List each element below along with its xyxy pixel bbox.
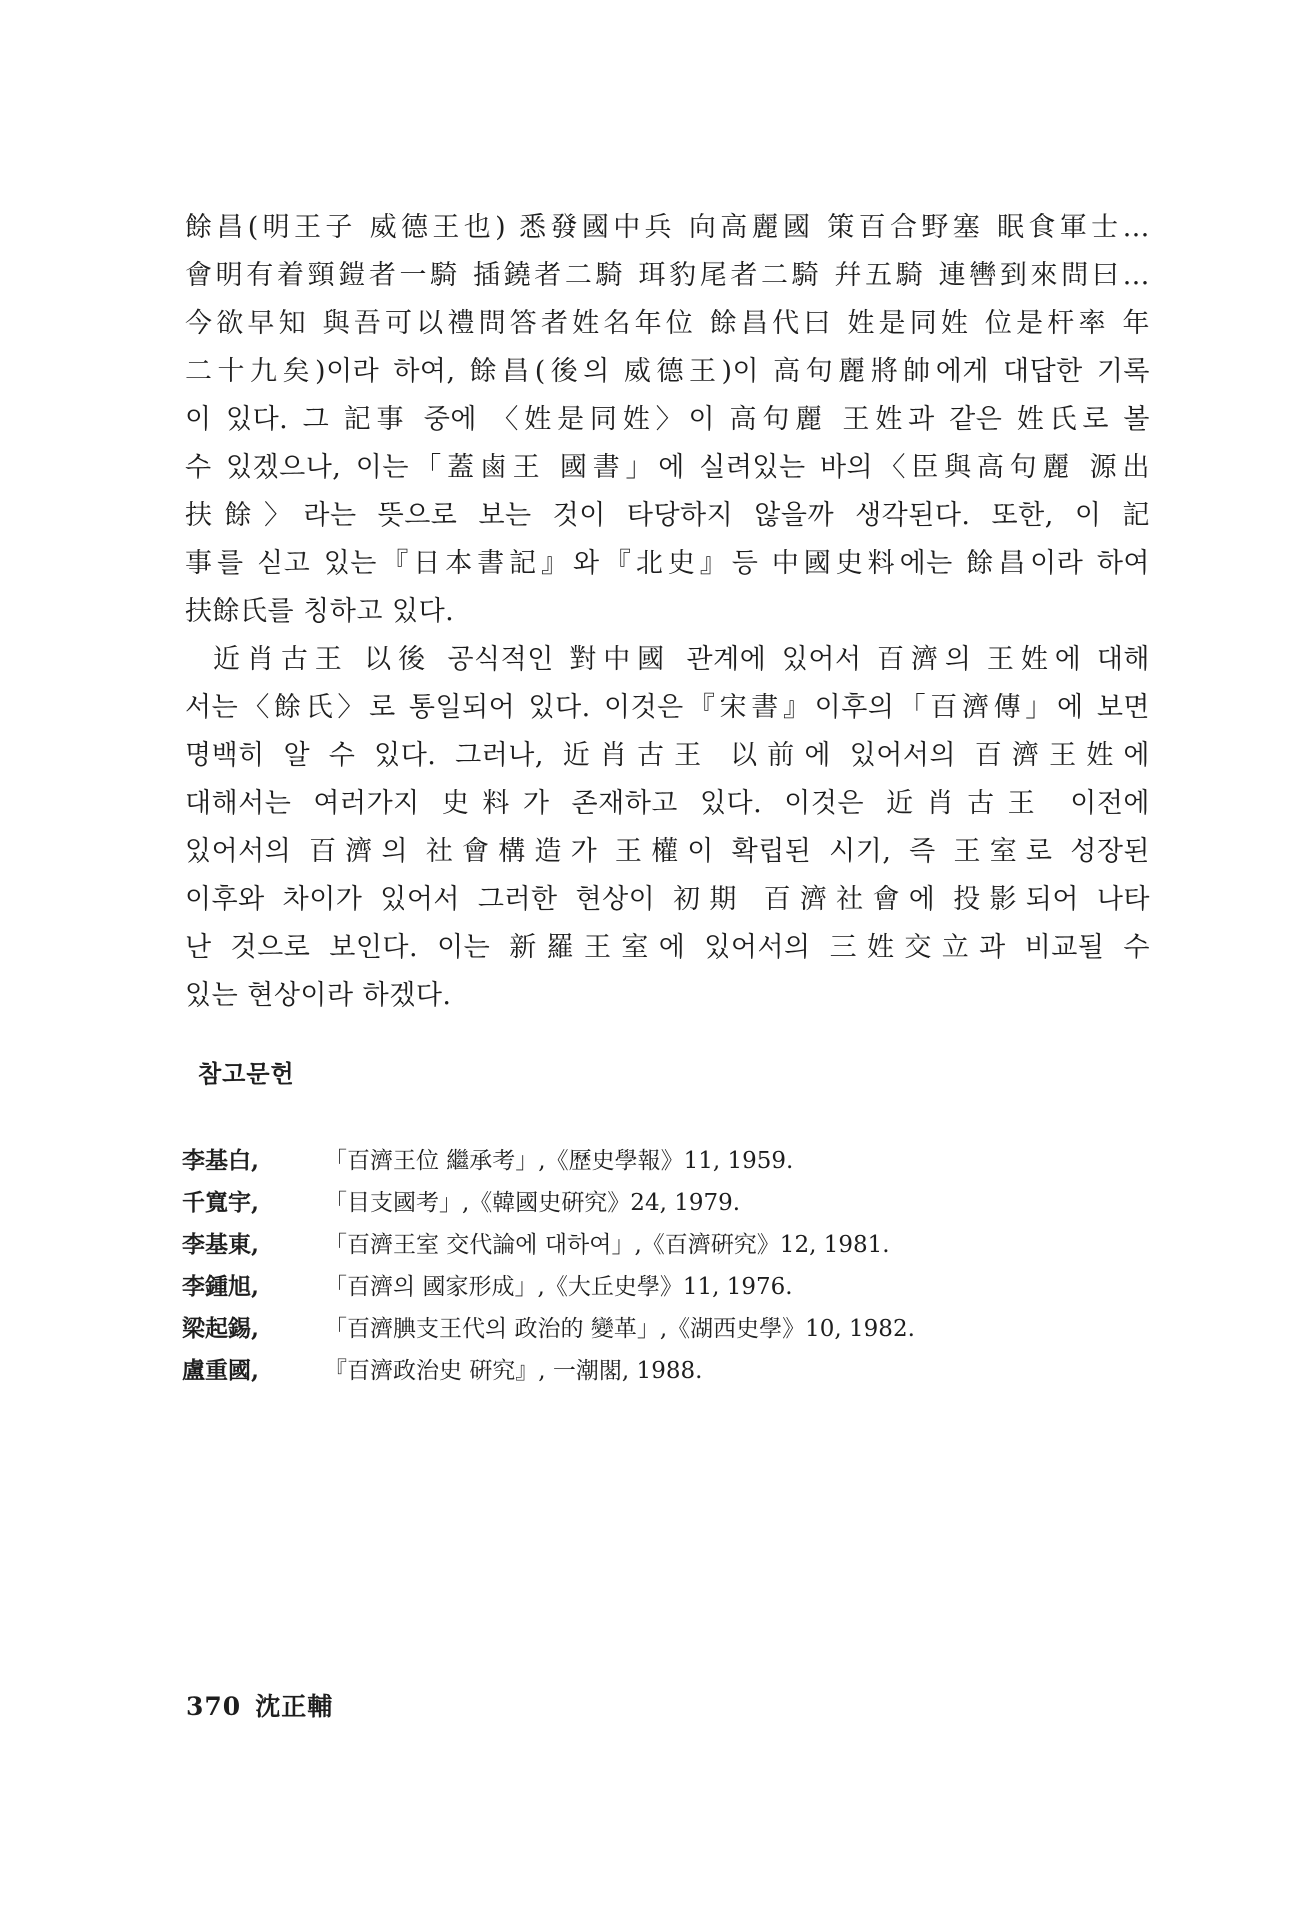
reference-citation: 「百濟의 國家形成」,《大丘史學》11, 1976. — [324, 1274, 793, 1300]
text-line-16: 난 것으로 보인다. 이는 新羅王室에 있어서의 三姓交立과 비교될 수 — [185, 932, 1150, 963]
reference-citation: 『百濟政治史 硏究』, 一潮閣, 1988. — [324, 1358, 703, 1384]
text-line-1: 餘昌(明王子 威德王也) 悉發國中兵 向高麗國 策百合野塞 眠食軍士… — [185, 212, 1150, 243]
text-line-12: 명백히 알 수 있다. 그러나, 近肖古王 以前에 있어서의 百濟王姓에 — [185, 740, 1150, 771]
page-number: 370 — [186, 1692, 242, 1721]
text-line-15: 이후와 차이가 있어서 그러한 현상이 初期 百濟社會에 投影되어 나타 — [185, 884, 1150, 915]
text-line-4: 二十九矣)이라 하여, 餘昌(後의 威德王)이 高句麗將帥에게 대답한 기록 — [185, 356, 1150, 387]
references-heading: 참고문헌 — [198, 1059, 295, 1088]
reference-citation: 「百濟腆支王代의 政治的 變革」,《湖西史學》10, 1982. — [324, 1316, 915, 1342]
reference-author: 千寬宇, — [182, 1189, 260, 1216]
text-line-2: 會明有着頸鎧者一騎 插鐃者二騎 珥豹尾者二騎 幷五騎 連轡到來問曰… — [185, 260, 1150, 291]
reference-item — [182, 1266, 1082, 1308]
reference-author: 盧重國, — [182, 1357, 260, 1384]
body-text — [185, 204, 1150, 1020]
reference-author: 梁起錫, — [182, 1315, 260, 1342]
text-line-5: 이 있다. 그 記事 중에 〈姓是同姓〉이 高句麗 王姓과 같은 姓氏로 볼 — [185, 404, 1150, 435]
reference-citation: 「百濟王位 繼承考」,《歷史學報》11, 1959. — [324, 1148, 794, 1174]
reference-citation: 「目支國考」,《韓國史硏究》24, 1979. — [324, 1190, 741, 1216]
reference-author: 李基東, — [182, 1231, 260, 1258]
text-line-11: 서는〈餘氏〉로 통일되어 있다. 이것은『宋書』이후의「百濟傳」에 보면 — [185, 692, 1150, 723]
text-line-10: 近肖古王 以後 공식적인 對中國 관계에 있어서 百濟의 王姓에 대해 — [213, 644, 1150, 675]
page-footer — [186, 1687, 333, 1723]
text-line-14: 있어서의 百濟의 社會構造가 王權이 확립된 시기, 즉 王室로 성장된 — [185, 836, 1150, 867]
text-line-13: 대해서는 여러가지 史料가 존재하고 있다. 이것은 近肖古王 이전에 — [185, 788, 1150, 819]
text-line-8: 事를 싣고 있는『日本書記』와『北史』등 中國史料에는 餘昌이라 하여 — [185, 548, 1150, 579]
text-line-17: 있는 현상이라 하겠다. — [185, 980, 452, 1011]
text-line-9: 扶餘氏를 칭하고 있다. — [185, 596, 455, 627]
reference-item — [182, 1182, 1082, 1224]
reference-item — [182, 1350, 1082, 1392]
reference-item — [182, 1224, 1082, 1266]
reference-item — [182, 1140, 1082, 1182]
text-line-7: 扶餘〉라는 뜻으로 보는 것이 타당하지 않을까 생각된다. 또한, 이 記 — [185, 500, 1150, 531]
text-line-6: 수 있겠으나, 이는「蓋鹵王 國書」에 실려있는 바의〈臣與高句麗 源出 — [185, 452, 1150, 483]
reference-author: 李鍾旭, — [182, 1273, 260, 1300]
reference-list — [182, 1140, 1082, 1392]
reference-author: 李基白, — [182, 1147, 260, 1174]
reference-item — [182, 1308, 1082, 1350]
running-author: 沈正輔 — [255, 1692, 334, 1721]
text-line-3: 今欲早知 與吾可以禮問答者姓名年位 餘昌代曰 姓是同姓 位是杆率 年 — [185, 308, 1150, 339]
reference-citation: 「百濟王室 交代論에 대하여」,《百濟硏究》12, 1981. — [324, 1232, 890, 1258]
